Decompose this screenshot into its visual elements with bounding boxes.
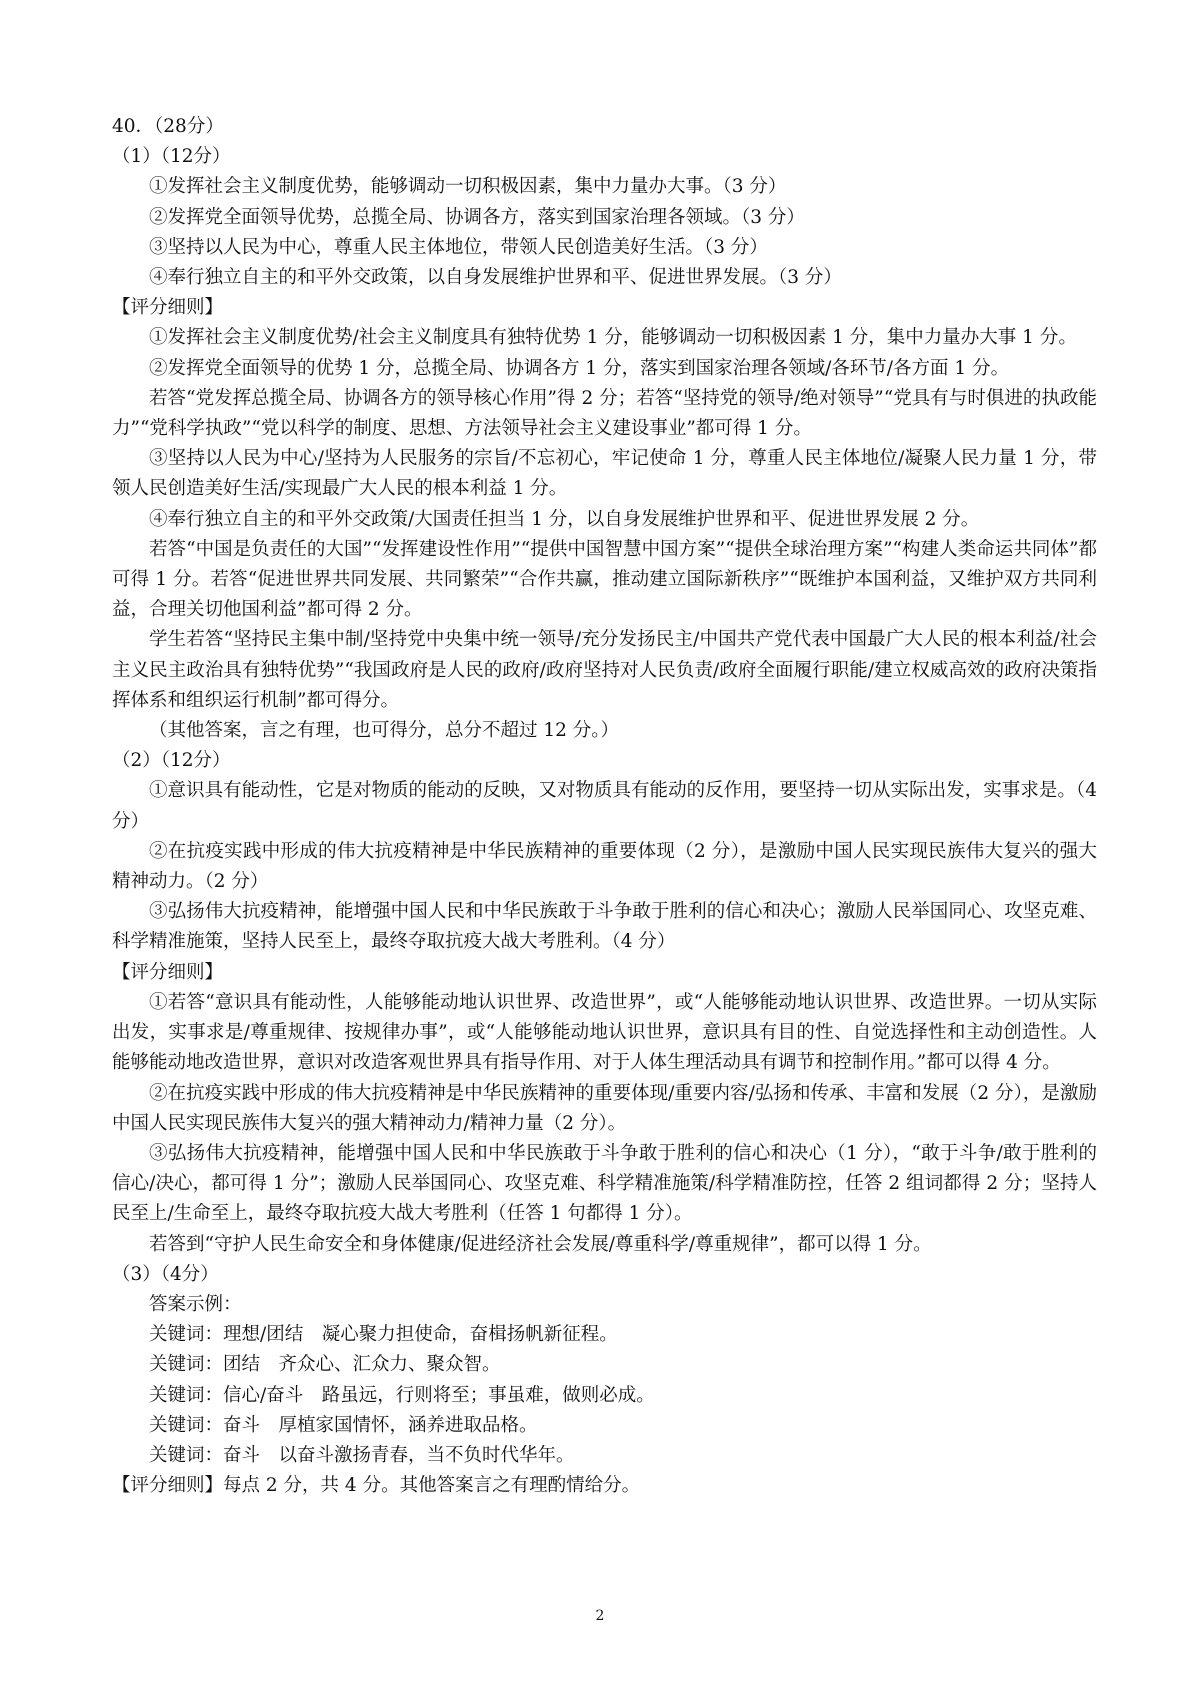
part-1-rule-7: 学生若答“坚持民主集中制/坚持党中央集中统一领导/充分发扬民主/中国共产党代表中国最广大人民的根本利益/社会主义民主政治具有独特优势”“我国政府是人民的政府/政府坚持对人民负责/政府全面履行职能/建立权威高效的政府决策指挥体系和组织运行机制”都可得分。 <box>112 629 1097 711</box>
part-1-rule-5: ④奉行独立自主的和平外交政策/大国责任担当 1 分，以自身发展维护世界和平、促进世界发展 2 分。 <box>149 508 980 530</box>
part-1-answer-2: ②发挥党全面领导优势，总揽全局、协调各方，落实到国家治理各领域。（3 分） <box>149 206 805 228</box>
question-40-header: 40．（28分） <box>112 116 224 137</box>
part-1-rule-3: 若答“党发挥总揽全局、协调各方的领导核心作用”得 2 分；若答“坚持党的领导/绝对领导”“党具有与时俱进的执政能力”“党科学执政”“党以科学的制度、思想、方法领导社会主义建设事业”都可得 1 分。 <box>112 387 1097 440</box>
part-1-rule-2: ②发挥党全面领导的优势 1 分，总揽全局、协调各方 1 分，落实到国家治理各领域/各环节/各方面 1 分。 <box>149 357 1010 379</box>
part-3-example-5: 关键词：奋斗 以奋斗激扬青春，当不负时代华年。 <box>149 1444 575 1466</box>
part-1-rule-4: ③坚持以人民为中心/坚持为人民服务的宗旨/不忘初心，牢记使命 1 分，尊重人民主体地位/凝聚人民力量 1 分，带领人民创造美好生活/实现最广大人民的根本利益 1 分。 <box>112 448 1097 500</box>
part-3-header: （3）（4分） <box>112 1263 219 1285</box>
part-1-rules-label: 【评分细则】 <box>112 297 224 319</box>
part-3-example-4: 关键词：奋斗 厚植家国情怀，涵养进取品格。 <box>149 1414 538 1436</box>
part-2-answer-1: ①意识具有能动性，它是对物质的能动的反映，又对物质具有能动的反作用，要坚持一切从实际出发，实事求是。（4 分） <box>112 780 1097 832</box>
part-1-answer-1: ①发挥社会主义制度优势，能够调动一切积极因素，集中力量办大事。（3 分） <box>149 176 787 198</box>
part-2-rules-label: 【评分细则】 <box>112 961 224 983</box>
part-1-rule-1: ①发挥社会主义制度优势/社会主义制度具有独特优势 1 分，能够调动一切积极因素 1 分，集中力量办大事 1 分。 <box>149 327 1077 349</box>
part-2-answer-2: ②在抗疫实践中形成的伟大抗疫精神是中华民族精神的重要体现（2 分），是激励中国人民实现民族伟大复兴的强大精神动力。（2 分） <box>112 840 1097 893</box>
part-1-header: （1）（12分） <box>112 146 231 168</box>
part-2-rule-4: 若答到“守护人民生命安全和身体健康/促进经济社会发展/尊重科学/尊重规律”，都可以得 1 分。 <box>149 1233 932 1255</box>
part-1-rule-8: （其他答案，言之有理，也可得分，总分不超过 12 分。） <box>149 720 620 742</box>
part-3-example-1: 关键词：理想/团结 凝心聚力担使命，奋楫扬帆新征程。 <box>149 1324 618 1346</box>
part-3-example-3: 关键词：信心/奋斗 路虽远，行则将至；事虽难，做则必成。 <box>149 1384 655 1406</box>
page-number: 2 <box>595 1608 605 1624</box>
part-3-example-label: 答案示例： <box>149 1293 242 1315</box>
part-3-rules: 【评分细则】每点 2 分，共 4 分。其他答案言之有理酌情给分。 <box>112 1475 641 1497</box>
answer-key-page <box>112 112 1097 1501</box>
part-2-rule-3: ③弘扬伟大抗疫精神，能增强中国人民和中华民族敢于斗争敢于胜利的信心和决心（1 分），“敢于斗争/敢于胜利的信心/决心，都可得 1 分”；激励人民举国同心、攻坚克难、科学精准施策/科学精准防控，任答 2 组词都得 2 分；坚持人民至上/生命至上，最终夺取抗疫大战大考胜利（任答 1 句都得 1 分）。 <box>112 1142 1097 1225</box>
part-2-answer-3: ③弘扬伟大抗疫精神，能增强中国人民和中华民族敢于斗争敢于胜利的信心和决心；激励人民举国同心、攻坚克难、科学精准施策，坚持人民至上，最终夺取抗疫大战大考胜利。（4 分） <box>112 901 1097 953</box>
part-3-example-2: 关键词：团结 齐众心、汇众力、聚众智。 <box>149 1354 501 1376</box>
part-1-rule-6: 若答“中国是负责任的大国”“发挥建设性作用”“提供中国智慧中国方案”“提供全球治理方案”“构建人类命运共同体”都可得 1 分。若答“促进世界共同发展、共同繁荣”“合作共赢，推动建立国际新秩序”“既维护本国利益，又维护双方共同利益，合理关切他国利益”都可得 2 分。 <box>112 538 1097 621</box>
part-2-header: （2）（12分） <box>112 750 231 772</box>
part-1-answer-3: ③坚持以人民为中心，尊重人民主体地位，带领人民创造美好生活。（3 分） <box>149 236 768 258</box>
part-2-rule-2: ②在抗疫实践中形成的伟大抗疫精神是中华民族精神的重要体现/重要内容/弘扬和传承、丰富和发展（2 分），是激励中国人民实现民族伟大复兴的强大精神动力/精神力量（2 分）。 <box>112 1082 1097 1134</box>
part-2-rule-1: ①若答“意识具有能动性，人能够能动地认识世界、改造世界”，或“人能够能动地认识世界、改造世界。一切从实际出发，实事求是/尊重规律、按规律办事”，或“人能够能动地认识世界，意识具有目的性、自觉选择性和主动创造性。人能够能动地改造世界，意识对改造客观世界具有指导作用、对于人体生理活动具有调节和控制作用。”都可以得 4 分。 <box>112 991 1097 1074</box>
part-1-answer-4: ④奉行独立自主的和平外交政策，以自身发展维护世界和平、促进世界发展。（3 分） <box>149 267 842 289</box>
